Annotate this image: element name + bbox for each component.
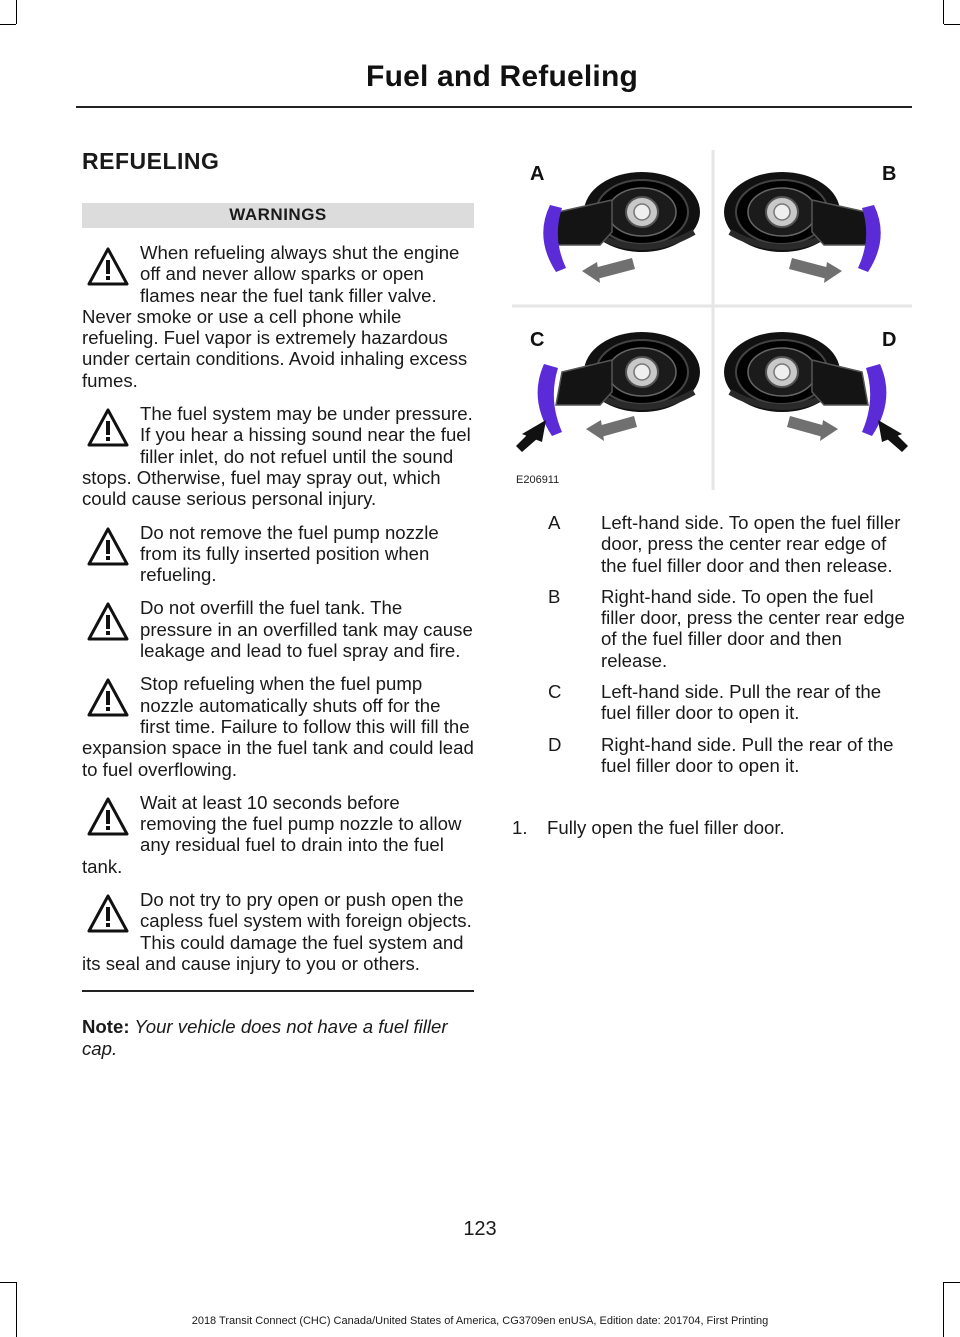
legend-text: Left-hand side. To open the fuel filler door, press the center rear edge of the fuel filler door and then release. — [601, 512, 901, 576]
legend-key: D — [548, 733, 562, 755]
crop-mark — [943, 1282, 944, 1337]
legend-key: C — [548, 681, 562, 703]
crop-mark — [16, 1282, 17, 1337]
warning-triangle-icon — [86, 406, 130, 450]
legend-text: Left-hand side. Pull the rear of the fuel filler door to open it. — [601, 681, 882, 724]
legend-item — [548, 512, 908, 576]
crop-mark — [943, 0, 944, 24]
warnings-header: WARNINGS — [82, 203, 474, 228]
figure-code: E206911 — [516, 474, 560, 486]
warning-triangle-icon — [86, 525, 130, 569]
warning-text: Do not overfill the fuel tank. The pressure in an overfilled tank may cause leakage and lead to fuel spray and fire. — [140, 597, 473, 662]
panel-b — [724, 172, 881, 283]
warning-text: Stop refueling when the fuel pump nozzle automatically shuts off for the first time. Failure to follow this will fill the expansion space in the fuel tank and could lead to fuel overflowing. — [82, 673, 474, 780]
note-label: Note: — [82, 1016, 130, 1038]
warning-triangle-icon — [86, 600, 130, 644]
warning-triangle-icon — [86, 892, 130, 936]
crop-mark — [944, 24, 960, 25]
panel-d — [724, 332, 908, 452]
step-text: Fully open the fuel filler door. — [547, 817, 785, 838]
legend-text: Right-hand side. To open the fuel filler door, press the center rear edge of the fuel filler door and then release. — [601, 585, 905, 671]
warning-text: Wait at least 10 seconds before removing the fuel pump nozzle to allow any residual fuel to drain into the fuel tank. — [82, 791, 462, 877]
note — [82, 1016, 474, 1059]
note-text: Your vehicle does not have a fuel filler cap. — [82, 1016, 448, 1059]
legend-item — [548, 681, 908, 724]
page-header-title: Fuel and Refueling — [366, 60, 638, 93]
warning-item — [82, 673, 474, 779]
crop-mark — [0, 24, 16, 25]
warning-triangle-icon — [86, 676, 130, 720]
step-item — [512, 817, 912, 839]
warning-triangle-icon — [86, 245, 130, 289]
panel-label-c: C — [530, 329, 545, 351]
figure-legend — [548, 512, 908, 786]
legend-key: A — [548, 512, 561, 533]
section-title: REFUELING — [82, 148, 220, 174]
header-divider — [76, 106, 912, 108]
legend-item — [548, 734, 908, 777]
crop-mark — [16, 0, 17, 24]
legend-item — [548, 586, 908, 671]
legend-key: B — [548, 585, 561, 607]
warnings-end-divider — [82, 990, 474, 992]
warning-item — [82, 597, 474, 661]
page-footer: 2018 Transit Connect (CHC) Canada/United States of America, CG3709en enUSA, Edition date: 201704, First Printing — [191, 1315, 769, 1327]
warning-item — [82, 242, 474, 391]
page-number: 123 — [463, 1218, 497, 1240]
warning-text: Do not try to pry open or push open the capless fuel system with foreign objects. This could damage the fuel system and its seal and cause injury to you or others. — [82, 889, 472, 974]
step-number: 1. — [512, 817, 528, 838]
panel-label-b: B — [882, 163, 897, 185]
warning-item — [82, 522, 474, 586]
warning-text: The fuel system may be under pressure. If you hear a hissing sound near the fuel filler inlet, do not refuel until the sound stops. Otherwise, fuel may spray out, which could cause serious personal injury. — [82, 403, 473, 510]
panel-label-d: D — [882, 329, 897, 351]
panel-label-a: A — [530, 163, 545, 185]
warning-item — [82, 792, 474, 877]
fuel-filler-door-figure — [512, 150, 912, 490]
warning-item — [82, 403, 474, 509]
warning-triangle-icon — [86, 795, 130, 839]
left-column — [82, 140, 474, 1059]
warning-item — [82, 889, 474, 974]
crop-mark — [944, 1282, 960, 1283]
panel-a — [543, 172, 700, 283]
legend-text: Right-hand side. Pull the rear of the fuel filler door to open it. — [601, 733, 894, 776]
warnings-list — [82, 242, 474, 974]
warning-text: When refueling always shut the engine off and never allow sparks or open flames near the fuel tank filler valve. Never smoke or use a cell phone while refueling. Fuel vapor is extremely hazardous under certain conditions. Avoid inhaling excess fumes. — [82, 242, 468, 391]
warning-text: Do not remove the fuel pump nozzle from its fully inserted position when refueling. — [140, 521, 439, 586]
crop-mark — [0, 1282, 16, 1283]
